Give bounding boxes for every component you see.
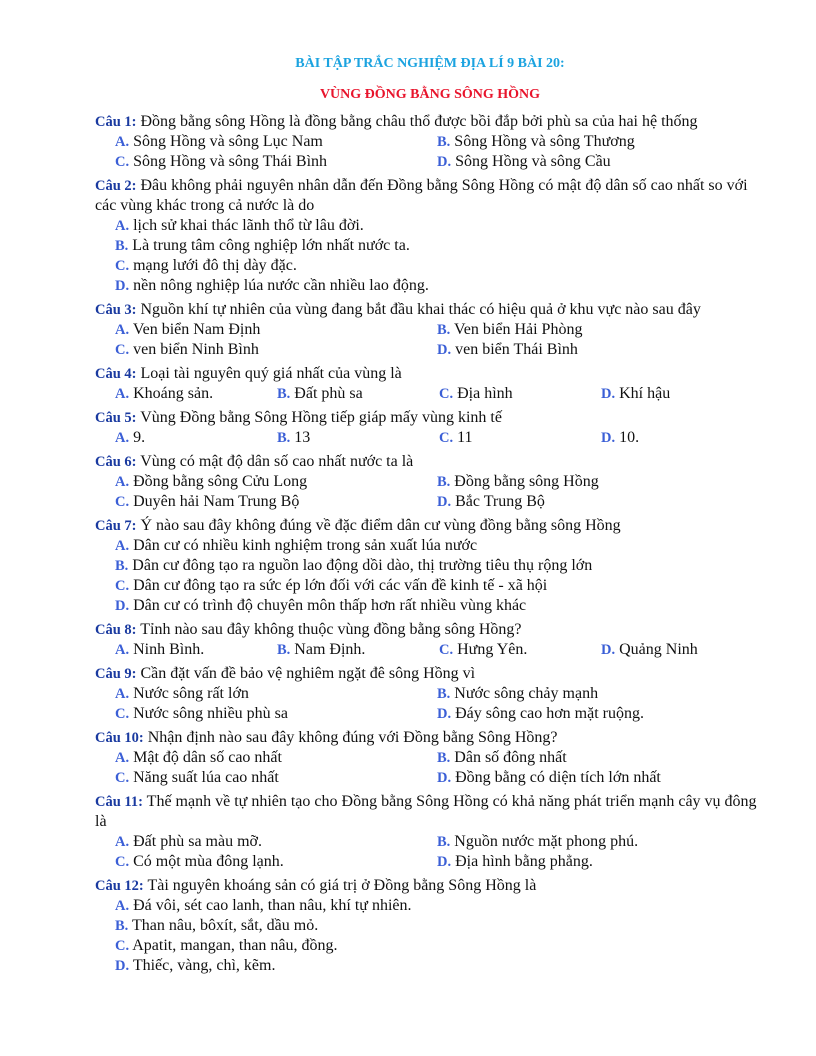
- question-label: Câu 6:: [95, 454, 137, 470]
- question-6: [95, 452, 765, 512]
- option-text: Thiếc, vàng, chì, kẽm.: [132, 957, 276, 974]
- option-letter: C.: [115, 258, 130, 274]
- option-letter: D.: [437, 770, 452, 786]
- answer-option-c: [439, 428, 601, 448]
- option-row: [115, 492, 765, 512]
- option-text: Nước sông chảy mạnh: [454, 685, 599, 702]
- question-text: Nguồn khí tự nhiên của vùng đang bắt đầu khai thác có hiệu quả ở khu vực nào sau đây: [140, 301, 701, 318]
- option-text: 11: [457, 429, 473, 446]
- option-text: Hưng Yên.: [457, 641, 528, 658]
- option-text: Khí hậu: [619, 385, 671, 402]
- question-text: Nhận định nào sau đây không đúng với Đồng bằng Sông Hồng?: [147, 729, 558, 746]
- option-text: Sông Hồng và sông Cầu: [455, 153, 611, 170]
- option-text: Dân số đông nhất: [454, 749, 567, 766]
- answer-option-a: [115, 896, 412, 916]
- option-row: [115, 916, 765, 936]
- option-text: Dân cư có nhiều kinh nghiệm trong sản xuất lúa nước: [133, 537, 478, 554]
- answer-option-c: [115, 256, 297, 276]
- question-stem: [95, 452, 765, 472]
- option-letter: A.: [115, 322, 130, 338]
- answer-option-a: [115, 640, 277, 660]
- question-stem: [95, 300, 765, 320]
- question-label: Câu 3:: [95, 302, 137, 318]
- question-label: Câu 10:: [95, 730, 144, 746]
- option-letter: C.: [115, 854, 130, 870]
- option-row: [115, 684, 765, 704]
- option-letter: B.: [277, 642, 291, 658]
- option-text: Có một mùa đông lạnh.: [133, 853, 284, 870]
- option-row: [115, 320, 765, 340]
- answer-option-b: [115, 916, 318, 936]
- option-row: [115, 340, 765, 360]
- answer-option-b: [437, 832, 759, 852]
- option-row: [115, 640, 765, 660]
- question-4: [95, 364, 765, 404]
- option-row: [115, 956, 765, 976]
- option-text: Đồng bằng có diện tích lớn nhất: [455, 769, 661, 786]
- option-row: [115, 896, 765, 916]
- option-text: mạng lưới đô thị dày đặc.: [133, 257, 297, 274]
- option-letter: B.: [437, 686, 451, 702]
- option-letter: B.: [437, 474, 451, 490]
- option-letter: C.: [115, 342, 130, 358]
- option-row: [115, 748, 765, 768]
- option-text: Apatit, mangan, than nâu, đồng.: [132, 937, 338, 954]
- answer-option-b: [277, 428, 439, 448]
- question-stem: [95, 408, 765, 428]
- answer-option-d: [437, 768, 759, 788]
- option-text: Duyên hải Nam Trung Bộ: [133, 493, 300, 510]
- option-letter: B.: [115, 918, 129, 934]
- worksheet-page: [95, 54, 765, 976]
- question-stem: [95, 112, 765, 132]
- worksheet-title: BÀI TẬP TRẮC NGHIỆM ĐỊA LÍ 9 BÀI 20:: [295, 56, 565, 71]
- option-row: [115, 216, 765, 236]
- answer-options: [95, 896, 765, 976]
- option-letter: A.: [115, 898, 130, 914]
- answer-option-b: [115, 556, 592, 576]
- option-text: Đồng bằng sông Cửu Long: [133, 473, 308, 490]
- option-letter: C.: [115, 938, 130, 954]
- option-letter: B.: [115, 558, 129, 574]
- question-1: [95, 112, 765, 172]
- question-stem: [95, 876, 765, 896]
- option-letter: D.: [437, 854, 452, 870]
- option-letter: A.: [115, 474, 130, 490]
- option-letter: A.: [115, 686, 130, 702]
- answer-option-d: [115, 956, 275, 976]
- option-text: Sông Hồng và sông Thái Bình: [133, 153, 328, 170]
- answer-options: [95, 748, 765, 788]
- option-row: [115, 596, 765, 616]
- option-letter: D.: [601, 386, 616, 402]
- option-text: ven biển Thái Bình: [455, 341, 578, 358]
- question-9: [95, 664, 765, 724]
- answer-option-a: [115, 132, 437, 152]
- answer-option-d: [115, 596, 526, 616]
- option-text: Năng suất lúa cao nhất: [133, 769, 279, 786]
- option-row: [115, 576, 765, 596]
- question-stem: [95, 516, 765, 536]
- option-letter: B.: [277, 430, 291, 446]
- option-letter: B.: [277, 386, 291, 402]
- question-label: Câu 1:: [95, 114, 137, 130]
- question-label: Câu 4:: [95, 366, 137, 382]
- answer-option-a: [115, 472, 437, 492]
- answer-option-a: [115, 320, 437, 340]
- option-text: 10.: [619, 429, 640, 446]
- answer-option-b: [277, 384, 439, 404]
- worksheet-subtitle: VÙNG ĐỒNG BẰNG SÔNG HỒNG: [319, 87, 541, 102]
- option-letter: B.: [437, 322, 451, 338]
- option-text: Bắc Trung Bộ: [455, 493, 545, 510]
- answer-option-d: [437, 340, 759, 360]
- option-text: Sông Hồng và sông Thương: [454, 133, 635, 150]
- option-row: [115, 384, 765, 404]
- answer-option-b: [277, 640, 439, 660]
- question-text: Ý nào sau đây không đúng về đặc điểm dân cư vùng đồng bằng sông Hồng: [140, 517, 621, 534]
- question-7: [95, 516, 765, 616]
- answer-option-c: [115, 576, 547, 596]
- option-text: Ven biển Hải Phòng: [454, 321, 583, 338]
- option-row: [115, 536, 765, 556]
- answer-option-a: [115, 428, 277, 448]
- question-3: [95, 300, 765, 360]
- option-letter: C.: [439, 642, 454, 658]
- question-stem: [95, 664, 765, 684]
- option-letter: C.: [115, 154, 130, 170]
- option-text: Nam Định.: [294, 641, 366, 658]
- question-stem: [95, 364, 765, 384]
- answer-option-a: [115, 832, 437, 852]
- option-text: Nước sông nhiều phù sa: [133, 705, 288, 722]
- answer-option-b: [115, 236, 410, 256]
- question-label: Câu 8:: [95, 622, 137, 638]
- answer-option-c: [115, 340, 437, 360]
- answer-option-a: [115, 536, 477, 556]
- answer-option-d: [437, 492, 759, 512]
- option-letter: A.: [115, 750, 130, 766]
- question-label: Câu 5:: [95, 410, 137, 426]
- answer-option-a: [115, 684, 437, 704]
- answer-option-c: [439, 384, 601, 404]
- option-text: Sông Hồng và sông Lục Nam: [133, 133, 323, 150]
- question-stem: [95, 792, 765, 832]
- option-row: [115, 132, 765, 152]
- answer-option-b: [437, 472, 759, 492]
- option-letter: A.: [115, 642, 130, 658]
- option-row: [115, 256, 765, 276]
- option-text: Khoáng sản.: [133, 385, 214, 402]
- option-text: Là trung tâm công nghiệp lớn nhất nước ta.: [132, 237, 410, 254]
- option-text: Đáy sông cao hơn mặt ruộng.: [455, 705, 644, 722]
- option-letter: C.: [115, 578, 130, 594]
- option-letter: C.: [115, 706, 130, 722]
- option-letter: A.: [115, 834, 130, 850]
- answer-options: [95, 640, 765, 660]
- answer-option-c: [115, 152, 437, 172]
- question-text: Vùng Đồng bằng Sông Hồng tiếp giáp mấy vùng kinh tế: [140, 409, 502, 426]
- answer-option-d: [437, 852, 759, 872]
- answer-options: [95, 536, 765, 616]
- question-list: [95, 112, 765, 976]
- option-letter: D.: [437, 494, 452, 510]
- option-row: [115, 936, 765, 956]
- option-letter: A.: [115, 134, 130, 150]
- option-text: Mật độ dân số cao nhất: [133, 749, 282, 766]
- question-text: Loại tài nguyên quý giá nhất của vùng là: [140, 365, 402, 382]
- question-11: [95, 792, 765, 872]
- option-letter: A.: [115, 218, 130, 234]
- option-text: Địa hình bằng phẳng.: [455, 853, 593, 870]
- option-letter: D.: [601, 642, 616, 658]
- answer-options: [95, 216, 765, 296]
- option-letter: D.: [437, 154, 452, 170]
- question-stem: [95, 728, 765, 748]
- option-letter: B.: [437, 834, 451, 850]
- option-row: [115, 152, 765, 172]
- answer-option-d: [437, 704, 759, 724]
- answer-option-c: [115, 492, 437, 512]
- option-letter: D.: [601, 430, 616, 446]
- question-text: Đồng bằng sông Hồng là đồng bằng châu thổ được bồi đắp bởi phù sa của hai hệ thống: [140, 113, 698, 130]
- option-row: [115, 236, 765, 256]
- option-letter: B.: [437, 750, 451, 766]
- question-stem: [95, 620, 765, 640]
- answer-options: [95, 684, 765, 724]
- option-text: Đất phù sa màu mỡ.: [133, 833, 262, 850]
- option-text: Đất phù sa: [294, 385, 363, 402]
- answer-option-a: [115, 384, 277, 404]
- answer-option-b: [437, 748, 759, 768]
- option-text: Ninh Bình.: [133, 641, 205, 658]
- option-letter: C.: [439, 386, 454, 402]
- option-text: nền nông nghiệp lúa nước cần nhiều lao động.: [133, 277, 429, 294]
- option-row: [115, 852, 765, 872]
- option-text: Dân cư có trình độ chuyên môn thấp hơn rất nhiều vùng khác: [133, 597, 527, 614]
- answer-options: [95, 832, 765, 872]
- answer-options: [95, 428, 765, 448]
- answer-option-d: [115, 276, 429, 296]
- option-text: Địa hình: [457, 385, 513, 402]
- question-label: Câu 7:: [95, 518, 137, 534]
- answer-option-b: [437, 684, 759, 704]
- option-row: [115, 556, 765, 576]
- question-text: Tài nguyên khoáng sản có giá trị ở Đồng bằng Sông Hồng là: [147, 877, 537, 894]
- answer-options: [95, 320, 765, 360]
- option-letter: D.: [115, 958, 130, 974]
- option-letter: C.: [115, 770, 130, 786]
- option-text: 13: [294, 429, 311, 446]
- option-letter: A.: [115, 430, 130, 446]
- option-letter: D.: [115, 278, 130, 294]
- option-row: [115, 768, 765, 788]
- answer-option-d: [437, 152, 759, 172]
- option-text: Dân cư đông tạo ra nguồn lao động dồi dào, thị trường tiêu thụ rộng lớn: [132, 557, 593, 574]
- question-text: Vùng có mật độ dân số cao nhất nước ta là: [140, 453, 414, 470]
- option-row: [115, 704, 765, 724]
- option-row: [115, 832, 765, 852]
- answer-option-b: [437, 320, 759, 340]
- question-5: [95, 408, 765, 448]
- question-8: [95, 620, 765, 660]
- option-text: 9.: [133, 429, 146, 446]
- option-letter: C.: [439, 430, 454, 446]
- option-text: Đá vôi, sét cao lanh, than nâu, khí tự nhiên.: [133, 897, 412, 914]
- answer-option-d: [601, 640, 763, 660]
- option-text: Ven biển Nam Định: [132, 321, 261, 338]
- question-label: Câu 12:: [95, 878, 144, 894]
- answer-option-d: [601, 428, 763, 448]
- answer-options: [95, 132, 765, 172]
- option-text: Đồng bằng sông Hồng: [454, 473, 599, 490]
- option-letter: A.: [115, 386, 130, 402]
- option-text: Nước sông rất lớn: [133, 685, 249, 702]
- option-row: [115, 472, 765, 492]
- question-label: Câu 9:: [95, 666, 137, 682]
- answer-option-b: [437, 132, 759, 152]
- option-text: Dân cư đông tạo ra sức ép lớn đối với các vấn đề kinh tế - xã hội: [133, 577, 548, 594]
- option-row: [115, 428, 765, 448]
- option-text: ven biển Ninh Bình: [133, 341, 259, 358]
- answer-option-c: [115, 704, 437, 724]
- option-letter: C.: [115, 494, 130, 510]
- question-10: [95, 728, 765, 788]
- option-letter: D.: [437, 342, 452, 358]
- question-2: [95, 176, 765, 296]
- answer-option-d: [601, 384, 763, 404]
- option-text: lịch sử khai thác lãnh thổ từ lâu đời.: [133, 217, 364, 234]
- answer-options: [95, 384, 765, 404]
- option-letter: A.: [115, 538, 130, 554]
- option-letter: D.: [437, 706, 452, 722]
- question-text: Tỉnh nào sau đây không thuộc vùng đồng bằng sông Hồng?: [140, 621, 522, 638]
- option-letter: D.: [115, 598, 130, 614]
- answer-option-c: [115, 852, 437, 872]
- option-text: Nguồn nước mặt phong phú.: [454, 833, 639, 850]
- answer-options: [95, 472, 765, 512]
- answer-option-c: [115, 768, 437, 788]
- option-text: Quảng Ninh: [619, 641, 698, 658]
- option-letter: B.: [115, 238, 129, 254]
- question-stem: [95, 176, 765, 216]
- option-row: [115, 276, 765, 296]
- option-text: Than nâu, bôxít, sắt, dầu mỏ.: [132, 917, 319, 934]
- question-label: Câu 11:: [95, 794, 143, 810]
- question-text: Cần đặt vấn đề bảo vệ nghiêm ngặt đê sông Hồng vì: [140, 665, 476, 682]
- answer-option-a: [115, 216, 364, 236]
- answer-option-a: [115, 748, 437, 768]
- question-text: Thế mạnh về tự nhiên tạo cho Đồng bằng Sông Hồng có khả năng phát triển mạnh cây vụ đông là: [95, 793, 757, 830]
- answer-option-c: [115, 936, 338, 956]
- answer-option-c: [439, 640, 601, 660]
- question-label: Câu 2:: [95, 178, 137, 194]
- question-12: [95, 876, 765, 976]
- question-text: Đâu không phải nguyên nhân dẫn đến Đồng bằng Sông Hồng có mật độ dân số cao nhất so với các vùng khác trong cả nước là do: [95, 177, 748, 214]
- option-letter: B.: [437, 134, 451, 150]
